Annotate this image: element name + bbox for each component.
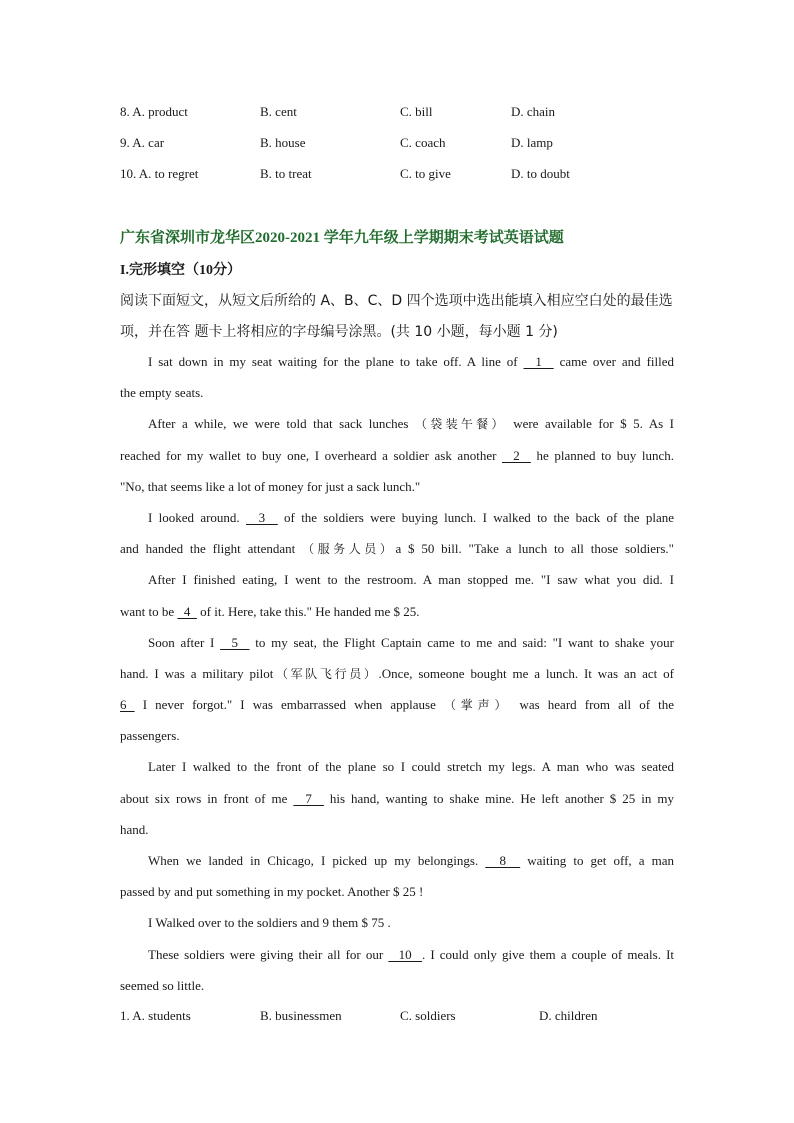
- passage-line: the empty seats.: [120, 385, 204, 401]
- passage-line: Soon after I 5 to my seat, the Flight Captain came to me and said: "I want to shake your: [148, 634, 674, 650]
- passage-line: about six rows in front of me 7 his hand, wanting to shake mine. He left another $ 25 in my: [120, 790, 675, 806]
- option-d: D. chain: [511, 104, 556, 119]
- passage-line: After I finished eating, I went to the restroom. A man stopped me. "I saw what you did. I: [148, 572, 674, 588]
- passage-line: hand.: [120, 821, 149, 837]
- blank-10: 10: [388, 946, 422, 962]
- section-heading: I.完形填空（10分）: [120, 263, 241, 278]
- blank-6: 6: [120, 697, 135, 713]
- option-c: C. coach: [400, 135, 446, 150]
- passage-line: and handed the flight attendant （服务人员）a $ 50 bill. "Take a lunch to all those soldiers.": [120, 541, 674, 557]
- option-a: 9. A. car: [120, 135, 165, 150]
- passage-line: "No, that seems like a lot of money for just a sack lunch.": [120, 478, 421, 494]
- option-c: C. soldiers: [400, 1008, 456, 1023]
- options-row-1: [0, 1008, 794, 1028]
- passage-line: I Walked over to the soldiers and 9 them $ 75 .: [148, 915, 391, 931]
- option-a: 1. A. students: [120, 1008, 191, 1023]
- blank-1: 1: [523, 354, 554, 369]
- passage-line: seemed so little.: [120, 977, 205, 993]
- blank-4: 4: [177, 603, 197, 619]
- passage-line: 6 I never forgot." I was embarrassed when applause （掌声） was heard from all of the: [120, 697, 675, 713]
- passage-line: want to be 4 of it. Here, take this." He handed me $ 25.: [120, 603, 420, 619]
- passage-line: After a while, we were told that sack lunches （袋装午餐） were available for $ 5. As I: [148, 416, 674, 432]
- instructions-line-2: 项，并在答 题卡上将相应的字母编号涂黑。(共 10 小题，每小题 1 分): [120, 324, 558, 340]
- passage-line: These soldiers were giving their all for our 10 . I could only give them a couple of meals. It: [148, 946, 675, 962]
- passage-line: I sat down in my seat waiting for the plane to take off. A line of 1 came over and filled: [148, 354, 675, 369]
- blank-8: 8: [485, 853, 521, 868]
- option-b: B. to treat: [260, 166, 312, 181]
- options-row-9: [0, 135, 794, 155]
- passage-line: I looked around. 3 of the soldiers were buying lunch. I walked to the back of the plane: [148, 509, 675, 525]
- options-row-10: [0, 166, 794, 186]
- option-d: D. children: [539, 1008, 598, 1023]
- option-c: C. bill: [400, 104, 433, 119]
- passage-line: Later I walked to the front of the plane so I could stretch my legs. A man who was seated: [148, 759, 674, 775]
- option-b: B. house: [260, 135, 306, 150]
- option-c: C. to give: [400, 166, 451, 181]
- option-d: D. to doubt: [511, 166, 570, 181]
- passage-line: passed by and put something in my pocket. Another $ 25 !: [120, 884, 424, 900]
- option-a: 10. A. to regret: [120, 166, 199, 181]
- blank-5: 5: [220, 634, 250, 650]
- passage: [120, 346, 674, 1001]
- passage-line: passengers.: [120, 728, 180, 744]
- option-b: B. cent: [260, 104, 297, 119]
- option-a: 8. A. product: [120, 104, 188, 119]
- exam-title: 广东省深圳市龙华区2020-2021 学年九年级上学期期末考试英语试题: [120, 230, 564, 246]
- passage-line: hand. I was a military pilot（军队飞行员）.Once, someone bought me a lunch. It was an act of: [120, 665, 674, 681]
- option-b: B. businessmen: [260, 1008, 342, 1023]
- passage-line: When we landed in Chicago, I picked up my belongings. 8 waiting to get off, a man: [148, 853, 675, 868]
- option-d: D. lamp: [511, 135, 553, 150]
- blank-2: 2: [502, 447, 531, 463]
- options-row-8: [0, 104, 794, 124]
- blank-7: 7: [293, 790, 324, 806]
- blank-3: 3: [246, 509, 278, 525]
- instructions-line-1: 阅读下面短文，从短文后所给的 A、B、C、D 四个选项中选出能填入相应空白处的最佳选: [120, 293, 673, 309]
- passage-line: reached for my wallet to buy one, I overheard a soldier ask another 2 he planned to buy lunch.: [120, 447, 675, 463]
